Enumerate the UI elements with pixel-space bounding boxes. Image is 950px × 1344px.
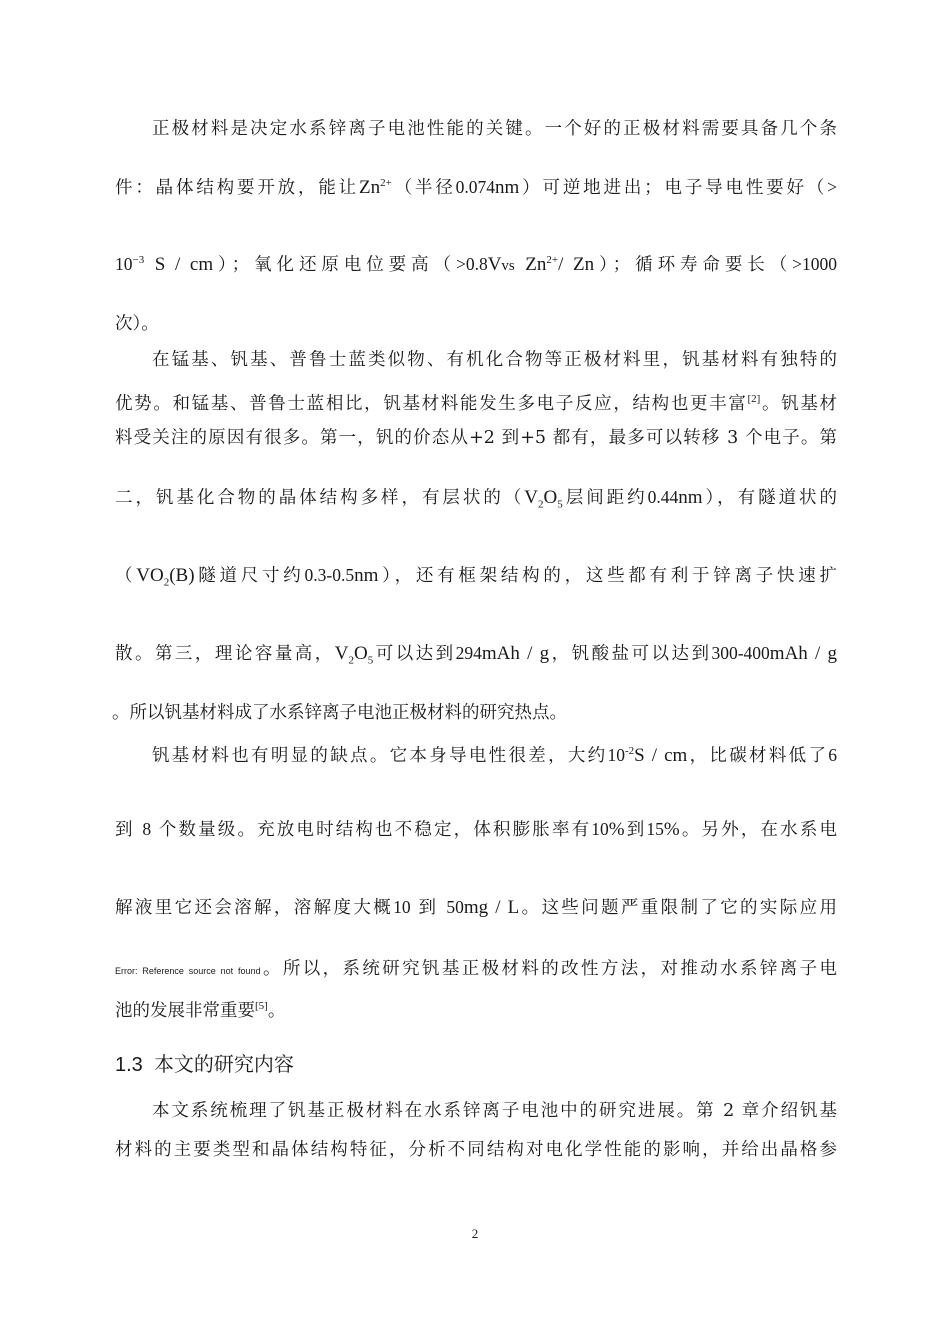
text-line: 材料的主要类型和晶体结构特征，分析不同结构对电化学性能的影响，并给出晶格参 bbox=[115, 1140, 837, 1160]
text-line: 。所以钒基材料成了水系锌离子电池正极材料的研究热点。 bbox=[112, 703, 567, 723]
text-line: （$VO_2(B)$隧道尺寸约0.3-0.5nm），还有框架结构的，这些都有利于锌离子快速扩 bbox=[115, 565, 838, 589]
text-line: Error: Reference source not found。所以，系统研究钒基正极材料的改性方法，对推动水系锌离子电 bbox=[115, 959, 837, 979]
text-line: 到 8 个数量级。充放电时结构也不稳定，体积膨胀率有10%到15%。另外，在水系电 bbox=[115, 819, 837, 840]
text-line: 本文系统梳理了钒基正极材料在水系锌离子电池中的研究进展。第 2 章介绍钒基 bbox=[152, 1101, 837, 1121]
text-line: 解液里它还会溶解，溶解度大概10 到 50mg / L。这些问题严重限制了它的实际应用 bbox=[115, 897, 838, 918]
text-line: 散。第三，理论容量高，$V_2O_5$可以达到294mAh / g，钒酸盐可以达到300-400mAh / g bbox=[115, 643, 838, 667]
text-line: 次）。 bbox=[115, 314, 159, 334]
text-line: 池的发展非常重要[5]。 bbox=[115, 1000, 286, 1021]
section-title: 本文的研究内容 bbox=[153, 1054, 294, 1076]
text-line: 优势。和锰基、普鲁士蓝相比，钒基材料能发生多电子反应，结构也更丰富[2]。钒基材 bbox=[115, 393, 838, 414]
text-line: 料受关注的原因有很多。第一，钒的价态从+2 到+5 都有，最多可以转移 3 个电子。第 bbox=[115, 428, 837, 448]
section-heading bbox=[115, 1048, 294, 1077]
text-line: 正极材料是决定水系锌离子电池性能的关键。一个好的正极材料需要具备几个条 bbox=[152, 119, 837, 139]
text-line: 件：晶体结构要开放，能让$Zn^{2+}$（半径0.074nm）可逆地进出；电子导电性要好（> bbox=[115, 176, 838, 198]
text-line: $10^{-3}$ S / cm）；氧化还原电位要高（>0.8Vvs $Zn^{2+}/$ Zn）；循环寿命要长（>1000 bbox=[115, 253, 837, 275]
text-line: 在锰基、钒基、普鲁士蓝类似物、有机化合物等正极材料里，钒基材料有独特的 bbox=[152, 350, 837, 370]
text-line: 钒基材料也有明显的缺点。它本身导电性很差，大约$10^{-2}S$ / cm，比碳材料低了6 bbox=[152, 744, 838, 766]
page-number: 2 bbox=[471, 1226, 479, 1241]
text-line: 二，钒基化合物的晶体结构多样，有层状的（$V_2O_5$层间距约0.44nm），有隧道状的 bbox=[115, 487, 838, 511]
section-number: 1.3 bbox=[115, 1054, 143, 1076]
